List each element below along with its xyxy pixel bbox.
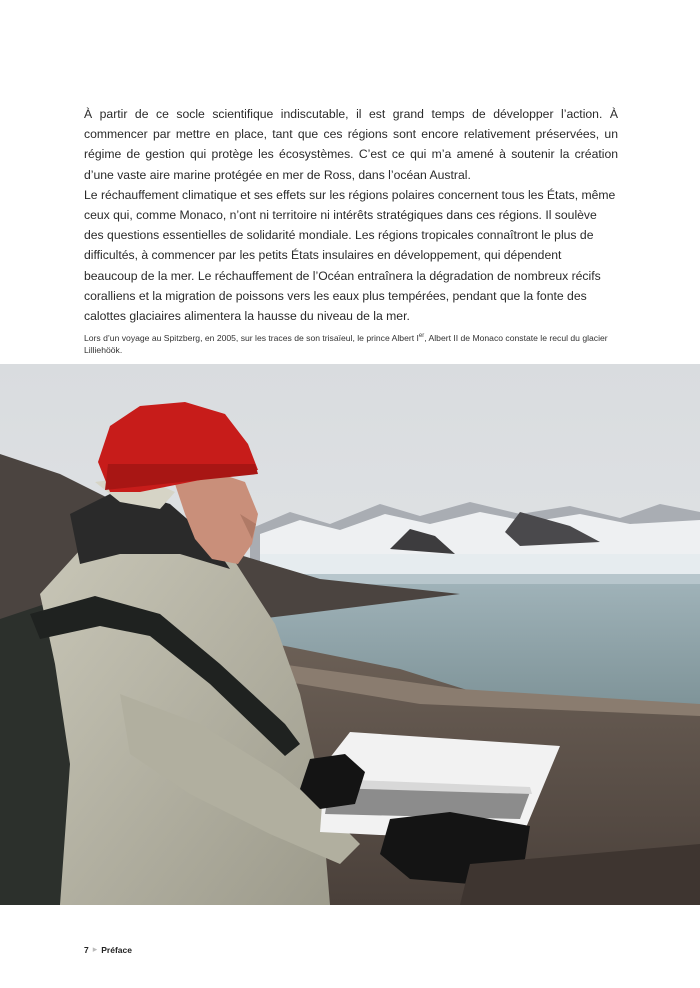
- caption-superscript: er: [418, 333, 425, 339]
- page-footer: [84, 944, 132, 955]
- caption-text-before: Lors d’un voyage au Spitzberg, en 2005, sur les traces de son trisaïeul, le prince Albert I: [84, 332, 419, 343]
- paragraph-1: À partir de ce socle scientifique indiscutable, il est grand temps de développer l’action. À commencer par mettre en place, tant que ces régions sont encore relativement préservées, un régime de gestion qui protège les écosystèmes. C’est ce qui m’a amené à soutenir la création d’une vaste aire marine protégée en mer de Ross, dans l’océan Austral.: [84, 107, 618, 182]
- section-title: Préface: [101, 944, 132, 955]
- page-number: 7: [84, 944, 89, 955]
- caption-text-after: , Albert II de Monaco constate le recul du glacier Lilliehöök.: [84, 332, 608, 356]
- body-text: [84, 104, 618, 326]
- photo-caption: [84, 330, 624, 356]
- paragraph-2: Le réchauffement climatique et ses effets sur les régions polaires concernent tous les États, même ceux qui, comme Monaco, n’ont ni territoire ni intérêts stratégiques dans ces régions. Il soulève des questions essentielles de solidarité mondiale. Les régions tropicales connaîtront le plus de difficultés, à commencer par les petits États insulaires en développement, qui dépendent beaucoup de la mer. Le réchauffement de l’Océan entraînera la dégradation de nombreux récifs coralliens et la migration de poissons vers les eaux plus tempérées, pendant que la fonte des calottes glaciaires alimentera la hausse du niveau de la mer.: [84, 187, 616, 324]
- glacier-photo: [0, 364, 700, 905]
- arrow-icon: ▸: [92, 944, 98, 954]
